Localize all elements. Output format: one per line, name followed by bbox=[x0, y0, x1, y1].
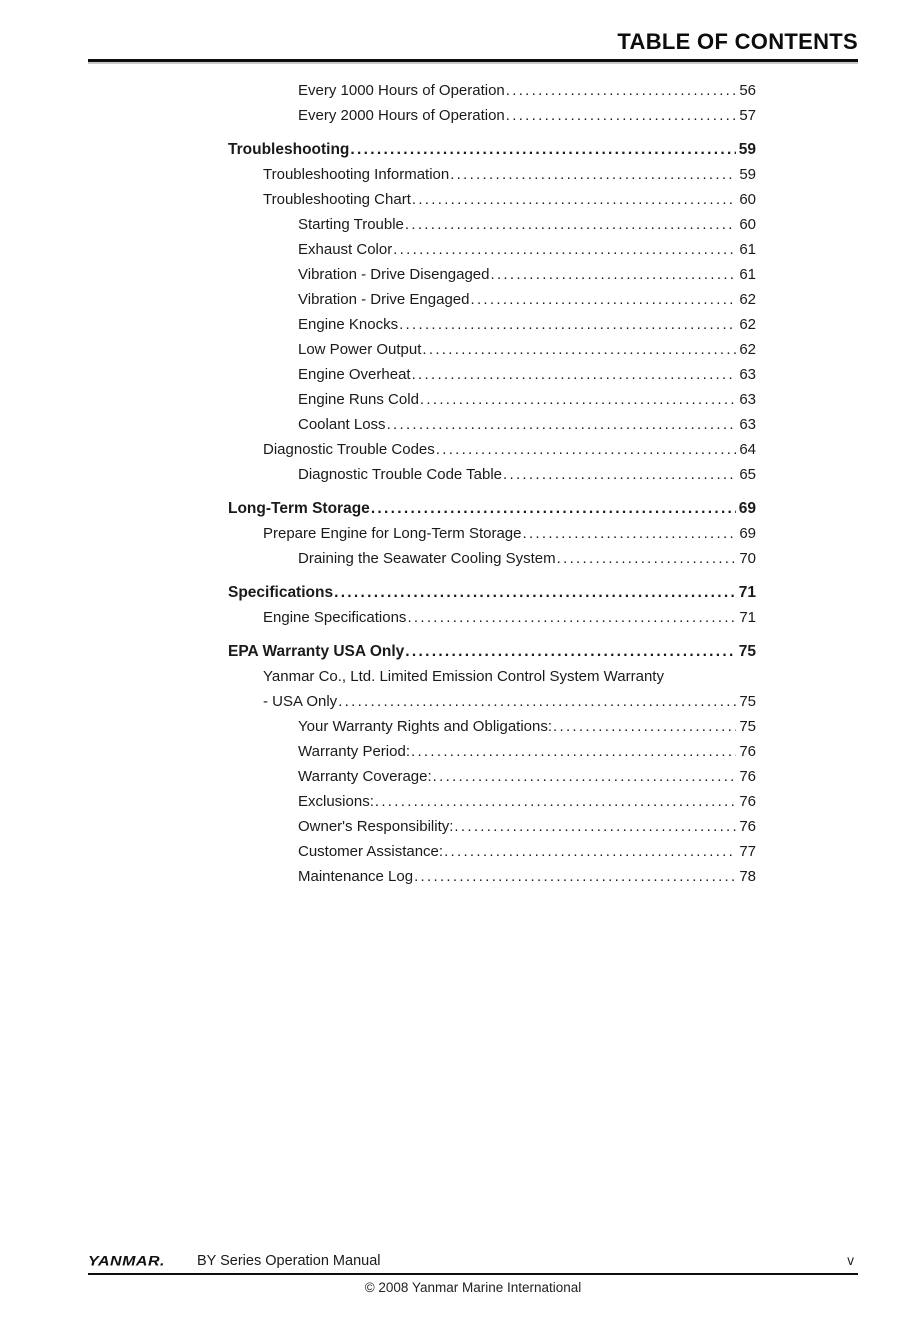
toc-entry bbox=[228, 237, 756, 262]
toc-page-number: 62 bbox=[739, 291, 756, 308]
toc-entry bbox=[228, 605, 756, 630]
toc-entry bbox=[228, 739, 756, 764]
yanmar-logo: YANMAR. bbox=[88, 1254, 165, 1270]
dot-leader bbox=[553, 714, 736, 739]
toc-page-number: 60 bbox=[739, 191, 756, 208]
toc-entry bbox=[228, 437, 756, 462]
dot-leader bbox=[375, 789, 736, 814]
toc-page-number: 61 bbox=[739, 241, 756, 258]
toc-entry bbox=[228, 312, 756, 337]
toc-entry bbox=[228, 864, 756, 889]
toc-entry-label: Maintenance Log bbox=[298, 868, 414, 885]
toc-entry-label: Troubleshooting Information bbox=[263, 166, 450, 183]
toc-page-number: 63 bbox=[739, 416, 756, 433]
toc-entry bbox=[228, 814, 756, 839]
dot-leader bbox=[522, 521, 736, 546]
toc-page-number: 75 bbox=[739, 718, 756, 735]
toc-entry bbox=[228, 187, 756, 212]
toc-entry bbox=[228, 78, 756, 103]
toc-entry-label: Customer Assistance: bbox=[298, 843, 444, 860]
dot-leader bbox=[506, 78, 737, 103]
toc-page-number: 76 bbox=[739, 768, 756, 785]
toc-page-number: 71 bbox=[738, 584, 756, 601]
toc-page-number: 63 bbox=[739, 391, 756, 408]
toc-page-number: 62 bbox=[739, 316, 756, 333]
toc-entry bbox=[228, 262, 756, 287]
dot-leader bbox=[444, 839, 736, 864]
toc-entry bbox=[228, 162, 756, 187]
dot-leader bbox=[433, 764, 737, 789]
dot-leader bbox=[399, 312, 736, 337]
dot-leader bbox=[334, 580, 736, 605]
manual-title: BY Series Operation Manual bbox=[196, 1253, 381, 1269]
toc-page-number: 76 bbox=[739, 793, 756, 810]
toc-entry bbox=[228, 387, 756, 412]
toc-entry bbox=[228, 287, 756, 312]
dot-leader bbox=[506, 103, 737, 128]
toc-entry-label: Engine Knocks bbox=[298, 316, 399, 333]
toc-entry-label: Draining the Seawater Cooling System bbox=[298, 550, 556, 567]
toc-page-number: 65 bbox=[739, 466, 756, 483]
toc-page-number: 69 bbox=[739, 525, 756, 542]
dot-leader bbox=[503, 462, 736, 487]
toc-entry-label: Diagnostic Trouble Codes bbox=[263, 441, 435, 458]
toc-page-number: 63 bbox=[739, 366, 756, 383]
toc-page-number: 77 bbox=[739, 843, 756, 860]
toc-entry-label: Vibration - Drive Engaged bbox=[298, 291, 470, 308]
toc-entry-label: Coolant Loss bbox=[298, 416, 386, 433]
toc-entry-label: Owner's Responsibility: bbox=[298, 818, 454, 835]
dot-leader bbox=[557, 546, 737, 571]
toc-entry-label: Exclusions: bbox=[298, 793, 374, 810]
toc-page-number: 60 bbox=[739, 216, 756, 233]
dot-leader bbox=[471, 287, 737, 312]
dot-leader bbox=[420, 387, 736, 412]
toc-page-number: 75 bbox=[738, 643, 756, 660]
toc-entry bbox=[228, 789, 756, 814]
dot-leader bbox=[387, 412, 737, 437]
toc-entry-label: Prepare Engine for Long-Term Storage bbox=[263, 525, 522, 542]
toc-page-number: 57 bbox=[739, 107, 756, 124]
toc-entry bbox=[228, 580, 756, 605]
toc-page-number: 64 bbox=[739, 441, 756, 458]
dot-leader bbox=[405, 212, 736, 237]
toc-entry bbox=[228, 412, 756, 437]
toc-page-number: 76 bbox=[739, 818, 756, 835]
toc-entry-label: Vibration - Drive Disengaged bbox=[298, 266, 490, 283]
toc-entry-label: Specifications bbox=[228, 584, 334, 601]
dot-leader bbox=[422, 337, 736, 362]
dot-leader bbox=[338, 689, 736, 714]
toc-page-number: 69 bbox=[738, 500, 756, 517]
toc-entry-label: Troubleshooting Chart bbox=[263, 191, 411, 208]
toc-entry-label: Every 2000 Hours of Operation bbox=[298, 107, 505, 124]
toc-entry-label: Diagnostic Trouble Code Table bbox=[298, 466, 503, 483]
toc-page-number: 70 bbox=[739, 550, 756, 567]
toc-entry-label: Engine Specifications bbox=[263, 609, 407, 626]
dot-leader bbox=[412, 187, 736, 212]
copyright-text: © 2008 Yanmar Marine International bbox=[364, 1280, 582, 1295]
toc-entry-label: Warranty Period: bbox=[298, 743, 410, 760]
toc-entry bbox=[228, 362, 756, 387]
toc-entry bbox=[228, 664, 756, 714]
toc-entry bbox=[228, 496, 756, 521]
toc-page-number: 78 bbox=[739, 868, 756, 885]
footer-divider bbox=[88, 1273, 858, 1275]
dot-leader bbox=[450, 162, 736, 187]
toc-list bbox=[228, 78, 756, 889]
page-header bbox=[88, 30, 858, 62]
toc-entry bbox=[228, 639, 756, 664]
toc-entry bbox=[228, 839, 756, 864]
toc-entry-label: Low Power Output bbox=[298, 341, 422, 358]
toc-page-number: 61 bbox=[739, 266, 756, 283]
toc-entry bbox=[228, 137, 756, 162]
toc-entry-label: Every 1000 Hours of Operation bbox=[298, 82, 505, 99]
toc-page-number: 76 bbox=[739, 743, 756, 760]
footer-row bbox=[88, 1252, 858, 1270]
dot-leader bbox=[411, 739, 736, 764]
toc-entry-label: Yanmar Co., Ltd. Limited Emission Control System Warranty bbox=[263, 668, 664, 685]
toc-page-number: 71 bbox=[739, 609, 756, 626]
toc-entry-label: Warranty Coverage: bbox=[298, 768, 432, 785]
dot-leader bbox=[393, 237, 736, 262]
toc-page-number: 75 bbox=[739, 693, 756, 710]
toc-entry-label: Long-Term Storage bbox=[228, 500, 370, 517]
dot-leader bbox=[412, 362, 737, 387]
toc-entry-label: Engine Overheat bbox=[298, 366, 411, 383]
toc-entry bbox=[228, 714, 756, 739]
dot-leader bbox=[350, 137, 735, 162]
toc-page-number: 59 bbox=[739, 166, 756, 183]
toc-entry bbox=[228, 546, 756, 571]
toc-entry bbox=[228, 764, 756, 789]
page-footer bbox=[88, 1252, 858, 1295]
toc-entry-label: Your Warranty Rights and Obligations: bbox=[298, 718, 553, 735]
toc-entry-label: Starting Trouble bbox=[298, 216, 404, 233]
toc-entry-label: EPA Warranty USA Only bbox=[228, 643, 405, 660]
dot-leader bbox=[407, 605, 736, 630]
dot-leader bbox=[371, 496, 736, 521]
dot-leader bbox=[405, 639, 735, 664]
toc-page-number: 62 bbox=[739, 341, 756, 358]
toc-entry-label: Exhaust Color bbox=[298, 241, 393, 258]
toc-entry-label: Engine Runs Cold bbox=[298, 391, 419, 408]
dot-leader bbox=[454, 814, 736, 839]
dot-leader bbox=[436, 437, 737, 462]
toc-entry-label: Troubleshooting bbox=[228, 141, 350, 158]
dot-leader bbox=[491, 262, 737, 287]
toc-page-number: 59 bbox=[738, 141, 756, 158]
toc-entry bbox=[228, 462, 756, 487]
toc-entry-label: - USA Only bbox=[263, 693, 338, 710]
toc-entry bbox=[228, 337, 756, 362]
page-number: v bbox=[847, 1253, 854, 1268]
dot-leader bbox=[414, 864, 736, 889]
toc-entry-wrap-line bbox=[263, 664, 756, 689]
toc-entry bbox=[228, 103, 756, 128]
page-title: TABLE OF CONTENTS bbox=[617, 29, 858, 54]
toc-entry bbox=[228, 212, 756, 237]
toc-entry-wrap-line bbox=[263, 689, 756, 714]
toc-page-number: 56 bbox=[739, 82, 756, 99]
toc-entry bbox=[228, 521, 756, 546]
